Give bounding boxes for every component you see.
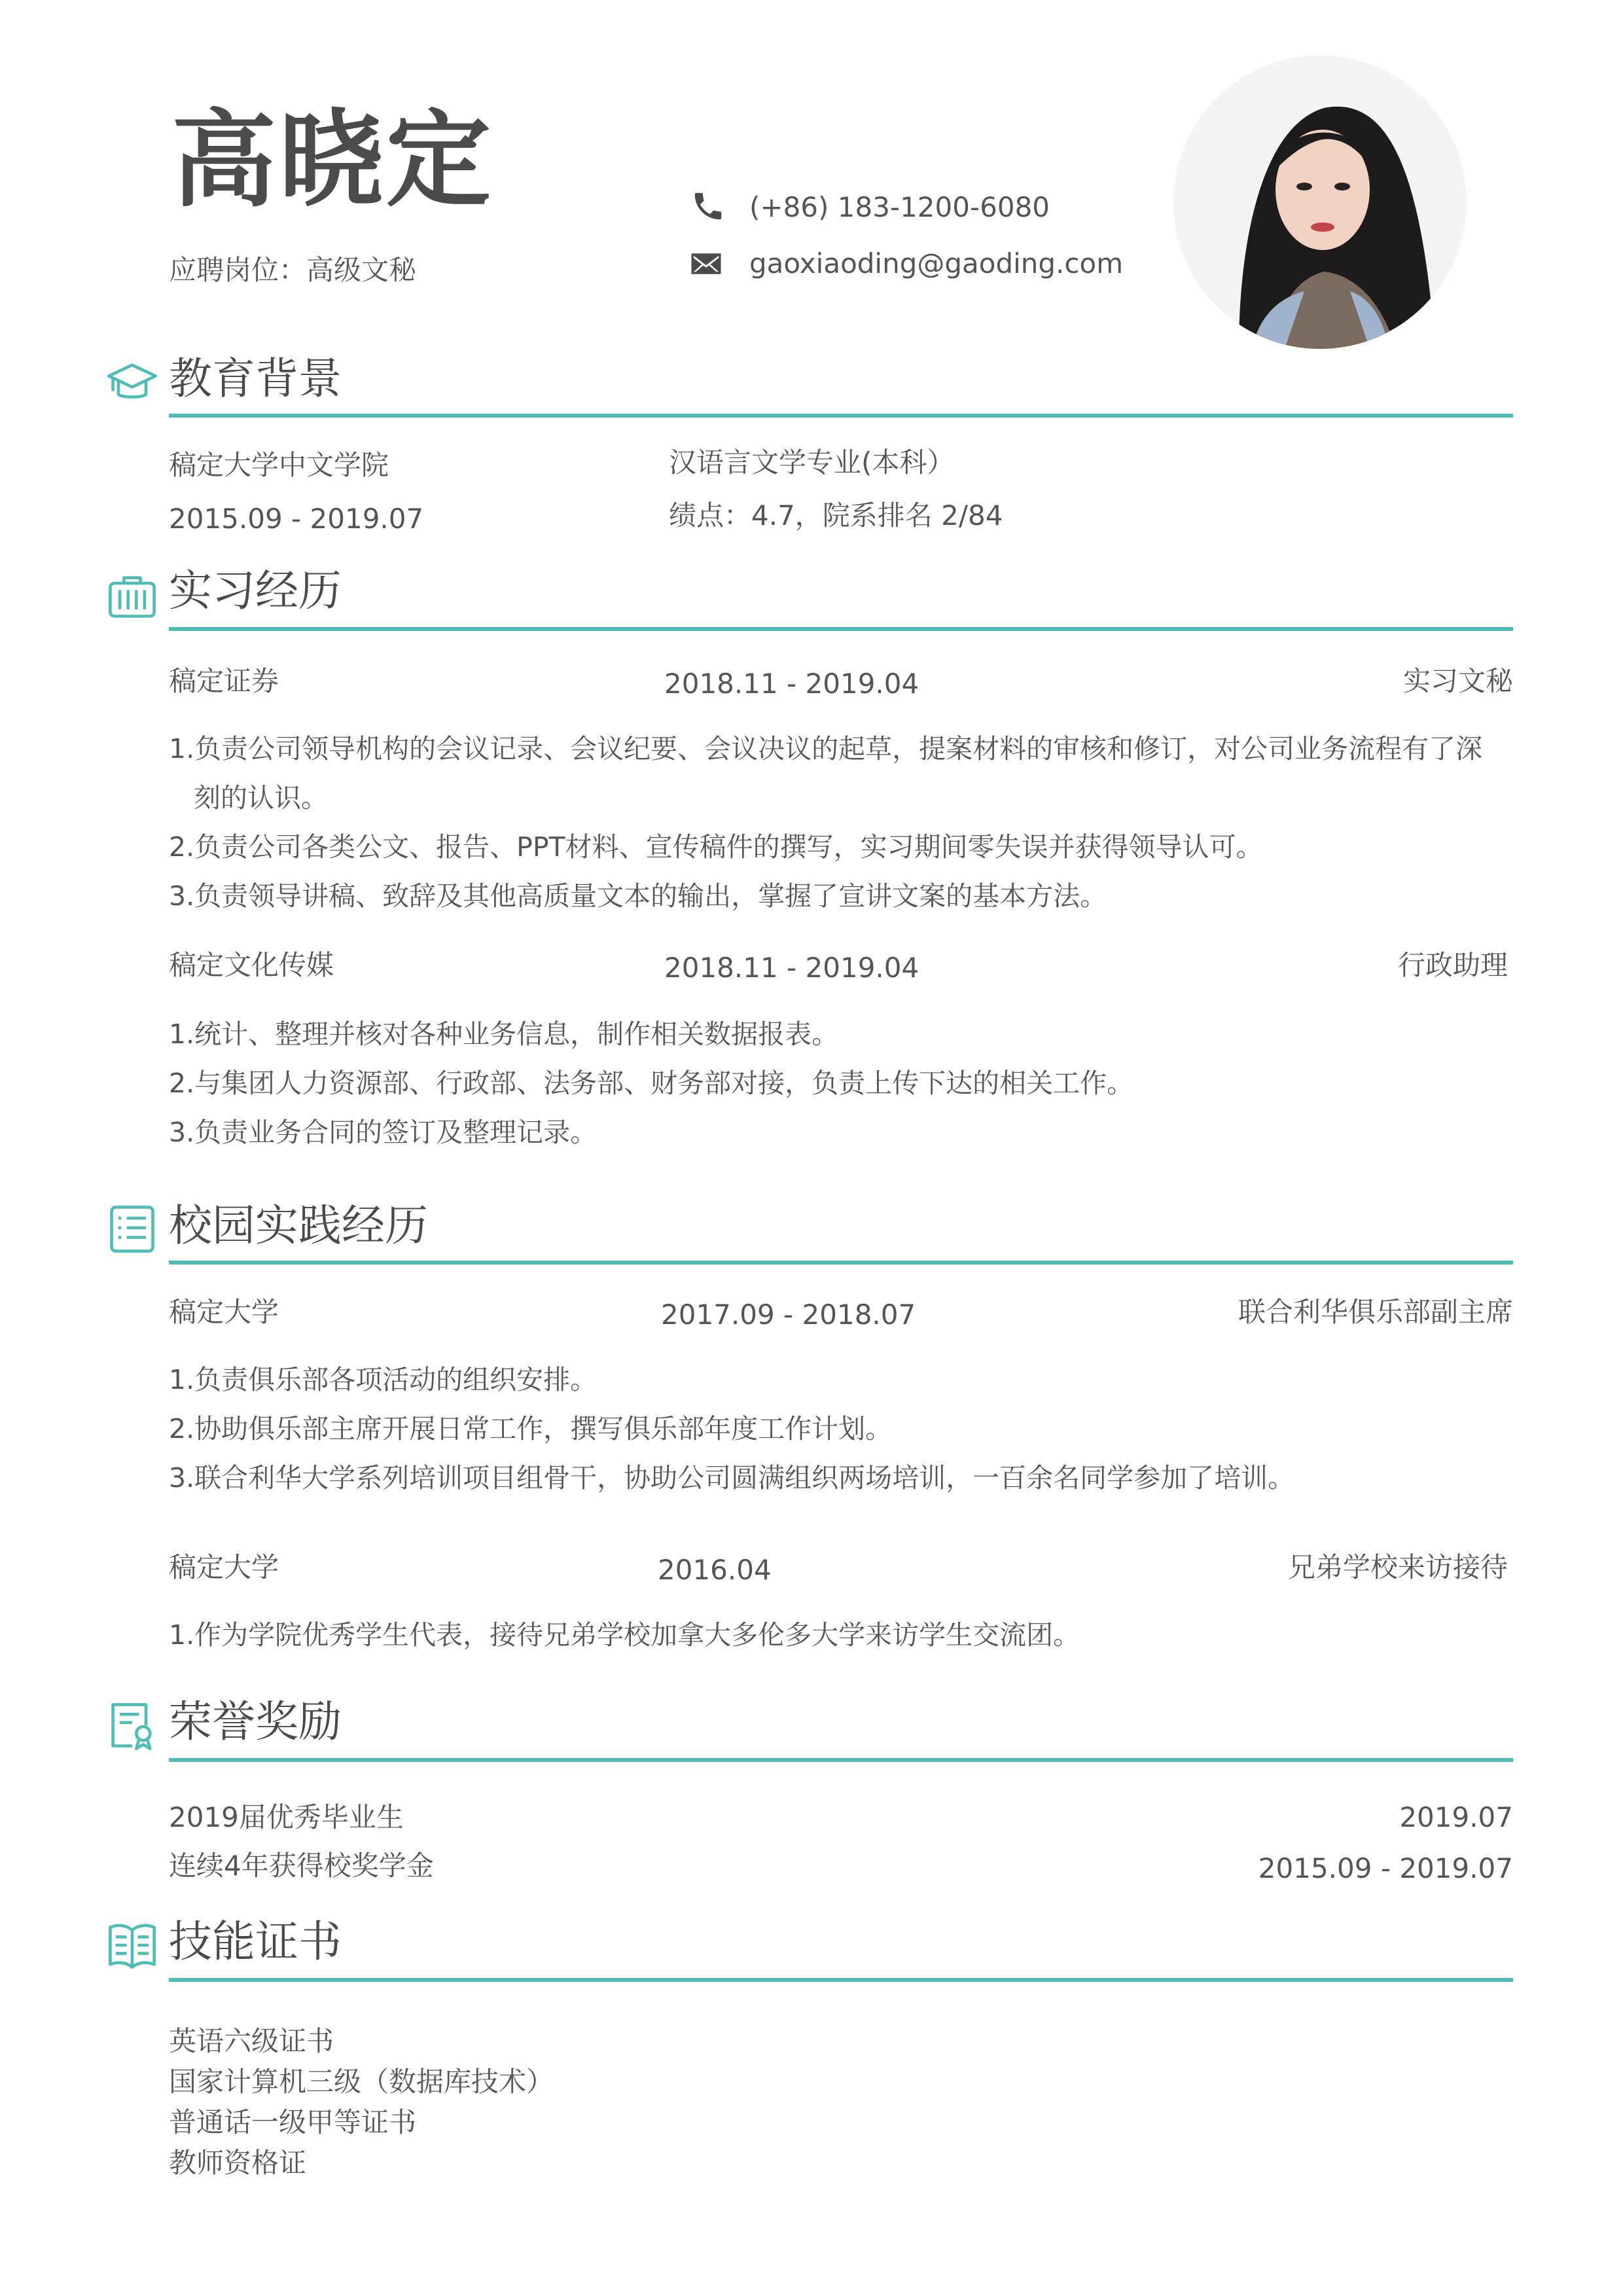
phone-icon (690, 188, 726, 226)
list-icon (105, 1202, 160, 1259)
section-divider (169, 414, 1513, 418)
skill-item: 教师资格证 (169, 2147, 307, 2179)
skill-item: 国家计算机三级（数据库技术） (169, 2066, 554, 2098)
organization-name: 稿定大学 (169, 1296, 279, 1328)
list-item: 3.联合利华大学系列培训项目组骨干，协助公司圆满组织两场培训，一百余名同学参加了培训。 (169, 1462, 1295, 1494)
section-divider (169, 627, 1513, 631)
education-period: 2015.09 - 2019.07 (169, 503, 424, 535)
honor-name: 连续4年获得校奖学金 (169, 1850, 434, 1882)
school-name: 稿定大学中文学院 (169, 449, 389, 481)
section-title-skills: 技能证书 (169, 1916, 342, 1967)
candidate-name: 高晓定 (171, 99, 494, 221)
list-item: 3.负责领导讲稿、致辞及其他高质量文本的输出，掌握了宣讲文案的基本方法。 (169, 880, 1107, 912)
list-item: 1.作为学院优秀学生代表，接待兄弟学校加拿大多伦多大学来访学生交流团。 (169, 1619, 1080, 1651)
section-title-education: 教育背景 (169, 353, 342, 404)
section-divider (169, 1978, 1513, 1982)
envelope-icon (688, 246, 724, 284)
campus-period: 2017.09 - 2018.07 (661, 1299, 916, 1331)
gpa-rank: 绩点：4.7，院系排名 2/84 (669, 499, 1003, 531)
honor-date: 2019.07 (1399, 1801, 1513, 1833)
company-name: 稿定文化传媒 (169, 949, 334, 981)
profile-photo (1173, 56, 1467, 349)
list-item: 2.负责公司各类公文、报告、PPT材料、宣传稿件的撰写，实习期间零失误并获得领导认可。 (169, 831, 1263, 863)
phone-number: (+86) 183-1200-6080 (749, 191, 1050, 223)
job-role: 实习文秘 (1402, 665, 1513, 697)
internship-period: 2018.11 - 2019.04 (664, 668, 919, 700)
section-title-honors: 荣誉奖励 (169, 1696, 342, 1747)
list-item: 3.负责业务合同的签订及整理记录。 (169, 1117, 597, 1148)
honor-name: 2019届优秀毕业生 (169, 1801, 404, 1833)
campus-period: 2016.04 (658, 1554, 772, 1586)
list-item: 1.负责公司领导机构的会议记录、会议纪要、会议决议的起草，提案材料的审核和修订，对公司业务流程有了深 (169, 733, 1483, 764)
applied-position: 应聘岗位：高级文秘 (169, 254, 417, 286)
list-item: 1.统计、整理并核对各种业务信息，制作相关数据报表。 (169, 1018, 839, 1050)
briefcase-icon (105, 568, 160, 626)
certificate-icon (105, 1698, 160, 1755)
job-role: 行政助理 (1397, 949, 1508, 981)
major: 汉语言文学专业(本科） (669, 446, 955, 478)
internship-period: 2018.11 - 2019.04 (664, 952, 919, 984)
graduation-cap-icon (105, 355, 160, 413)
campus-role: 联合利华俱乐部副主席 (1238, 1296, 1513, 1328)
section-divider (169, 1261, 1513, 1265)
list-item: 2.与集团人力资源部、行政部、法务部、财务部对接，负责上传下达的相关工作。 (169, 1067, 1134, 1099)
honor-date: 2015.09 - 2019.07 (1258, 1852, 1513, 1884)
email-address: gaoxiaoding@gaoding.com (749, 247, 1124, 279)
campus-role: 兄弟学校来访接待 (1287, 1551, 1508, 1583)
list-item: 刻的认识。 (194, 782, 328, 814)
organization-name: 稿定大学 (169, 1551, 279, 1583)
skill-item: 普通话一级甲等证书 (169, 2106, 417, 2138)
section-title-internship: 实习经历 (169, 565, 342, 616)
book-icon (105, 1918, 160, 1975)
company-name: 稿定证券 (169, 665, 279, 697)
skill-item: 英语六级证书 (169, 2025, 334, 2057)
list-item: 1.负责俱乐部各项活动的组织安排。 (169, 1364, 597, 1395)
section-divider (169, 1758, 1513, 1762)
list-item: 2.协助俱乐部主席开展日常工作，撰写俱乐部年度工作计划。 (169, 1413, 893, 1444)
section-title-campus: 校园实践经历 (169, 1200, 428, 1251)
